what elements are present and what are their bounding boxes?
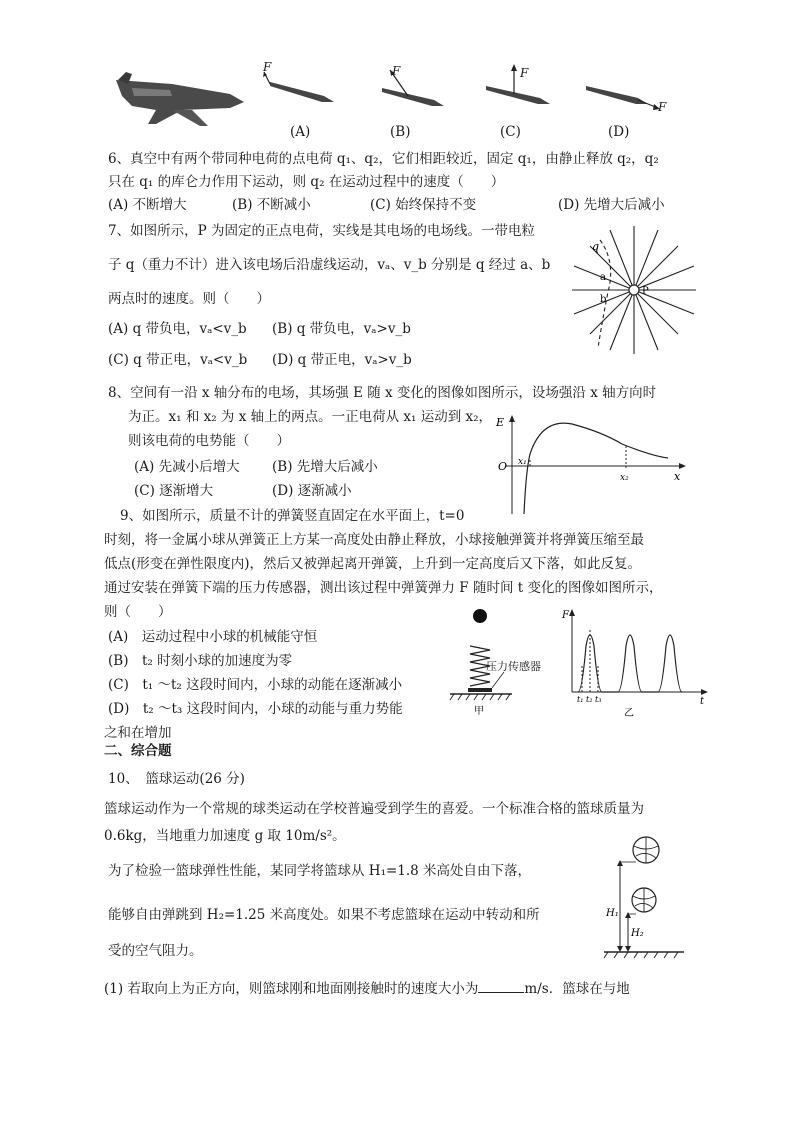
label-h2: H₂ <box>631 928 644 939</box>
q8-option-d[interactable]: (D) 逐渐减小 <box>272 483 352 499</box>
q6-option-a[interactable]: (A) 不断增大 <box>108 197 187 213</box>
sensor-plate <box>468 688 492 692</box>
origin-label: O <box>498 460 508 473</box>
e-curve <box>524 423 668 514</box>
e-x-graph <box>492 410 688 520</box>
label-yi: 乙 <box>624 708 634 718</box>
q8-option-b[interactable]: (B) 先增大后减小 <box>272 459 378 475</box>
jet-diagram-a <box>262 58 342 114</box>
axis-label-f: F <box>562 610 569 621</box>
q9-option-d[interactable]: (D) t₂ ～t₃ 这段时间内，小球的动能与重力势能 <box>108 701 403 717</box>
q6-stem-line2: 只在 q₁ 的库仑力作用下运动，则 q₂ 在运动过程中的速度（ ） <box>108 174 505 190</box>
q9-stem-line2: 时刻，将一金属小球从弹簧正上方某一高度处由静止释放，小球接触弹簧并将弹簧压缩至最 <box>104 532 644 548</box>
q7-stem-line3: 两点时的速度。则（ ） <box>108 291 270 307</box>
basketball-figure <box>598 832 688 962</box>
q9-stem-line3: 低点(形变在弹性限度内)，然后又被弹起离开弹簧，上升到一定高度后又下落，如此反复。 <box>104 556 642 572</box>
label-p: P <box>642 286 649 297</box>
q7-stem-line1: 7、如图所示，P 为固定的正点电荷，实线是其电场的电场线。一带电粒 <box>108 223 535 239</box>
force-pulses <box>578 635 682 692</box>
q10-sub1 <box>104 978 630 998</box>
q8-option-c[interactable]: (C) 逐渐增大 <box>134 483 214 499</box>
sensor-label: 压力传感器 <box>486 660 541 673</box>
q6-stem-line1: 6、真空中有两个带同种电荷的点电荷 q₁、q₂，它们相距较近，固定 q₁，由静止释放 q₂，q₂ <box>108 151 659 167</box>
q9-option-c[interactable]: (C) t₁ ～t₂ 这段时间内，小球的动能在逐渐减小 <box>108 677 403 693</box>
q9-option-b[interactable]: (B) t₂ 时刻小球的加速度为零 <box>108 653 293 669</box>
tick-x1: x₁ <box>518 457 527 467</box>
q10-sub1-text: (1) 若取向上为正方向，则篮球刚和地面刚接触时的速度大小为 <box>104 981 479 997</box>
tick-t3: t₃ <box>595 695 602 704</box>
charge-p <box>629 285 639 295</box>
q10-sub1-tail: m/s．篮球在与地 <box>524 981 630 997</box>
axis-label-t: t <box>700 696 705 707</box>
q8-option-a[interactable]: (A) 先减小后增大 <box>134 459 240 475</box>
q7-option-a[interactable]: (A) q 带负电，vₐ<v_b <box>108 321 247 337</box>
label-jia: 甲 <box>474 706 484 717</box>
q10-para2-line1: 为了检验一篮球弹性性能，某同学将篮球从 H₁=1.8 米高处自由下落， <box>108 863 532 879</box>
q10-para2-line3: 受的空气阻力。 <box>108 943 203 959</box>
q10-para2-line2: 能够自由弹跳到 H₂=1.25 米高度处。如果不考虑篮球在运动中转动和所 <box>108 907 540 923</box>
label-a: a <box>600 272 606 283</box>
tick-t2: t₂ <box>586 695 593 704</box>
q5-option-d[interactable]: (D) <box>608 124 630 140</box>
q5-option-c[interactable]: (C) <box>500 124 521 140</box>
q8-stem-line1: 8、空间有一沿 x 轴分布的电场，其场强 E 随 x 变化的图像如图所示，设场强沿 x 轴方向时 <box>108 385 657 401</box>
q5-option-b[interactable]: (B) <box>390 124 411 140</box>
q6-option-b[interactable]: (B) 不断减小 <box>232 197 311 213</box>
tick-x2: x₂ <box>620 473 629 483</box>
q6-option-d[interactable]: (D) 先增大后减小 <box>558 197 665 213</box>
q9-option-d-cont: 之和在增加 <box>104 725 172 741</box>
q10-para1-line1: 篮球运动作为一个常规的球类运动在学校普遍受到学生的喜爱。一个标准合格的篮球质量为 <box>104 801 644 817</box>
q6-option-c[interactable]: (C) 始终保持不变 <box>370 197 477 213</box>
q10-title: 10、 篮球运动(26 分) <box>108 771 245 787</box>
q9-option-a[interactable]: (A) 运动过程中小球的机械能守恒 <box>108 629 318 645</box>
q9-stem-line4: 通过安装在弹簧下端的压力传感器，测出该过程中弹簧弹力 F 随时间 t 变化的图像如图所示， <box>104 580 663 596</box>
q8-stem-line2: 为正。x₁ 和 x₂ 为 x 轴上的两点。一正电荷从 x₁ 运动到 x₂， <box>128 409 493 425</box>
axis-label-e: E <box>496 416 505 429</box>
label-q: q <box>592 240 600 253</box>
q7-stem-line2: 子 q（重力不计）进入该电场后沿虚线运动，vₐ、v_b 分别是 q 经过 a、b <box>108 257 551 273</box>
force-label-a: F <box>263 60 272 74</box>
electric-field-figure <box>568 222 700 358</box>
jet-figure <box>112 66 252 132</box>
force-label-c: F <box>520 66 529 80</box>
q8-stem-line3: 则该电荷的电势能（ ） <box>128 433 290 449</box>
tick-t1: t₁ <box>577 695 584 704</box>
label-h1: H₁ <box>606 908 619 919</box>
q7-option-d[interactable]: (D) q 带正电，vₐ>v_b <box>272 352 412 368</box>
q9-stem-line1: 9、如图所示，质量不计的弹簧竖直固定在水平面上，t=0 <box>120 508 465 524</box>
q7-option-b[interactable]: (B) q 带负电，vₐ>v_b <box>272 321 411 337</box>
section-title: 二、综合题 <box>104 743 172 759</box>
q7-option-c[interactable]: (C) q 带正电，vₐ<v_b <box>108 352 248 368</box>
metal-ball <box>473 609 487 623</box>
axis-label-x: x <box>674 470 681 483</box>
q9-stem-line5: 则（ ） <box>104 604 172 620</box>
q5-option-a[interactable]: (A) <box>290 124 311 140</box>
q10-para1-line2: 0.6kg，当地重力加速度 g 取 10m/s²。 <box>104 828 346 844</box>
force-time-graph <box>560 606 710 718</box>
force-label-d: F <box>658 100 667 114</box>
jet-diagram-b <box>372 58 452 114</box>
force-label-b: F <box>392 64 401 78</box>
label-b: b <box>600 294 607 305</box>
answer-blank[interactable] <box>478 978 524 993</box>
